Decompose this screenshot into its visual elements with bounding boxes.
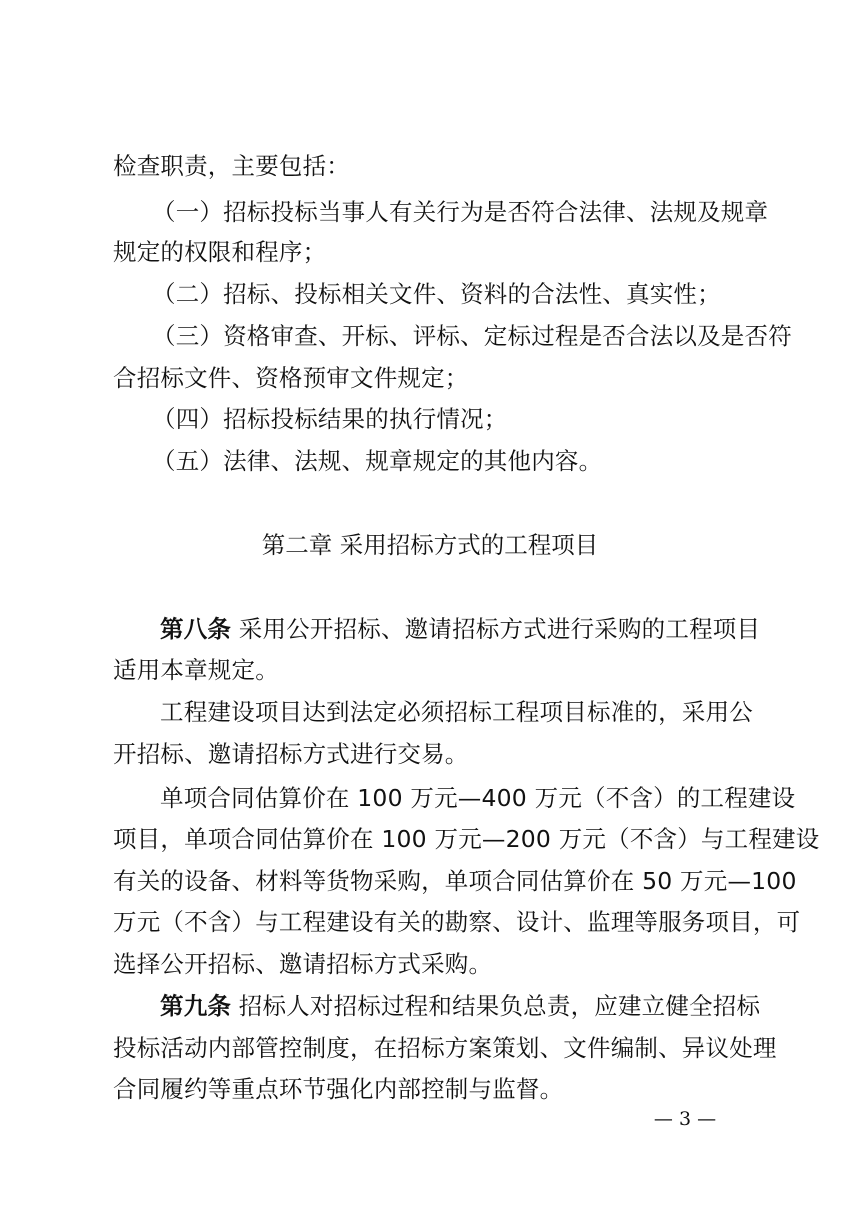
body-line: 合招标文件、资格预审文件规定； <box>113 364 469 392</box>
body-line: 有关的设备、材料等货物采购，单项合同估算价在 50 万元—100 <box>113 867 797 895</box>
body-line: 检查职责，主要包括： <box>113 152 350 180</box>
body-line: 选择公开招标、邀请招标方式采购。 <box>113 950 493 978</box>
body-line: 单项合同估算价在 100 万元—400 万元（不含）的工程建设 <box>160 784 796 812</box>
list-item-5: （五）法律、法规、规章规定的其他内容。 <box>152 447 603 475</box>
article-9-text: 招标人对招标过程和结果负总责，应建立健全招标 <box>231 992 761 1020</box>
body-line: 规定的权限和程序； <box>113 238 327 266</box>
body-line: 万元（不含）与工程建设有关的勘察、设计、监理等服务项目，可 <box>113 908 801 936</box>
page-number: — 3 — <box>653 1108 717 1130</box>
body-line: 开招标、邀请招标方式进行交易。 <box>113 740 469 768</box>
article-9-label: 第九条 <box>160 992 232 1020</box>
article-8-text: 采用公开招标、邀请招标方式进行采购的工程项目 <box>231 615 761 643</box>
list-item-4: （四）招标投标结果的执行情况； <box>152 405 508 433</box>
body-line: 适用本章规定。 <box>113 656 279 684</box>
body-line: 合同履约等重点环节强化内部控制与监督。 <box>113 1075 564 1103</box>
list-item-1: （一）招标投标当事人有关行为是否符合法律、法规及规章 <box>152 198 769 226</box>
list-item-2: （二）招标、投标相关文件、资料的合法性、真实性； <box>152 280 721 308</box>
body-line: 项目，单项合同估算价在 100 万元—200 万元（不含）与工程建设 <box>113 825 820 853</box>
chapter-heading: 第二章 采用招标方式的工程项目 <box>261 531 599 559</box>
list-item-3: （三）资格审查、开标、评标、定标过程是否合法以及是否符 <box>152 322 792 350</box>
body-line: 工程建设项目达到法定必须招标工程项目标准的，采用公 <box>160 698 753 726</box>
article-8-line <box>160 614 761 644</box>
article-8-label: 第八条 <box>160 615 232 643</box>
body-line: 投标活动内部管控制度，在招标方案策划、文件编制、异议处理 <box>113 1034 777 1062</box>
article-9-line <box>160 991 761 1021</box>
